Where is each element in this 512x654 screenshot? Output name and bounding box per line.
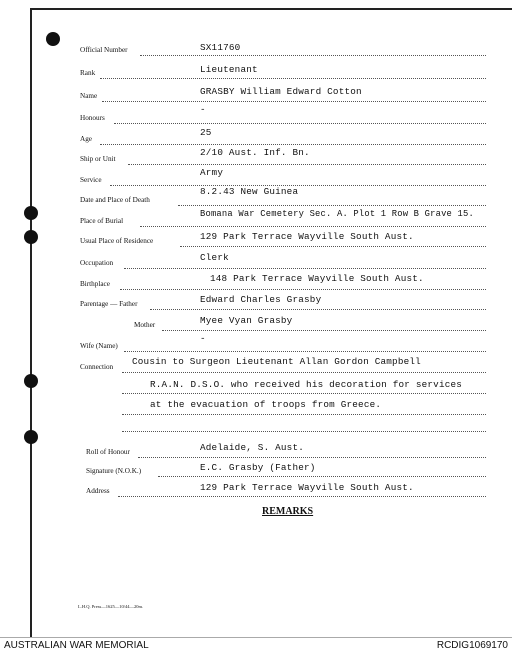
ship-or-unit-label: Ship or Unit xyxy=(80,155,116,163)
rule-line xyxy=(178,205,486,206)
service-value: Army xyxy=(200,167,224,178)
mother-value: Myee Vyan Grasby xyxy=(200,315,293,326)
age-value: 25 xyxy=(200,127,212,138)
rule-line xyxy=(180,246,486,247)
occupation-value: Clerk xyxy=(200,252,229,263)
punch-hole xyxy=(24,230,38,244)
official-number-value: SX11760 xyxy=(200,42,241,53)
rule-line xyxy=(140,55,486,56)
rule-line xyxy=(140,226,486,227)
name-label: Name xyxy=(80,92,98,100)
age-label: Age xyxy=(80,135,92,143)
birthplace-label: Birthplace xyxy=(80,280,110,288)
rule-line xyxy=(100,144,486,145)
rule-line xyxy=(162,330,486,331)
father-label: Parentage — Father xyxy=(80,300,138,308)
wife-label: Wife (Name) xyxy=(80,342,118,350)
footer-record-id: RCDIG1069170 xyxy=(436,640,508,651)
birthplace-value: 148 Park Terrace Wayville South Aust. xyxy=(210,273,424,284)
address-value: 129 Park Terrace Wayville South Aust. xyxy=(200,482,414,493)
punch-hole xyxy=(24,430,38,444)
roll-of-honour-label: Roll of Honour xyxy=(86,448,130,456)
rule-line xyxy=(118,496,486,497)
rule-line xyxy=(122,393,486,394)
honours-label: Honours xyxy=(80,114,105,122)
rule-line xyxy=(124,351,486,352)
rule-line xyxy=(128,164,486,165)
rule-line xyxy=(120,289,486,290)
address-label: Address xyxy=(86,487,110,495)
connection-label: Connection xyxy=(80,363,114,371)
footer-source: AUSTRALIAN WAR MEMORIAL xyxy=(4,640,149,651)
father-value: Edward Charles Grasby xyxy=(200,294,322,305)
rule-line xyxy=(122,431,486,432)
burial-label: Place of Burial xyxy=(80,217,124,225)
connection-line: R.A.N. D.S.O. who received his decoration for services xyxy=(150,379,463,390)
residence-value: 129 Park Terrace Wayville South Aust. xyxy=(200,231,414,242)
occupation-label: Occupation xyxy=(80,259,114,267)
footer-bar xyxy=(0,637,512,654)
connection-line: at the evacuation of troops from Greece. xyxy=(150,399,382,410)
death-label: Date and Place of Death xyxy=(80,196,150,204)
rule-line xyxy=(150,309,486,310)
rule-line xyxy=(158,476,486,477)
ship-or-unit-value: 2/10 Aust. Inf. Bn. xyxy=(200,147,310,158)
rule-line xyxy=(138,457,486,458)
rule-line xyxy=(122,372,486,373)
rule-line xyxy=(122,414,486,415)
roll-of-honour-value: Adelaide, S. Aust. xyxy=(200,442,305,453)
rule-line xyxy=(114,123,486,124)
connection-line: Cousin to Surgeon Lieutenant Allan Gordon Campbell xyxy=(132,356,421,367)
rule-line xyxy=(100,78,486,79)
rank-label: Rank xyxy=(80,69,96,77)
death-value: 8.2.43 New Guinea xyxy=(200,186,299,197)
burial-value: Bomana War Cemetery Sec. A. Plot 1 Row B Grave 15. xyxy=(200,209,474,219)
rank-value: Lieutenant xyxy=(200,64,258,75)
punch-hole xyxy=(24,374,38,388)
signature-value: E.C. Grasby (Father) xyxy=(200,462,316,473)
rule-line xyxy=(124,268,486,269)
name-value: GRASBY William Edward Cotton xyxy=(200,86,362,97)
service-label: Service xyxy=(80,176,102,184)
residence-label: Usual Place of Residence xyxy=(80,237,154,245)
signature-label: Signature (N.O.K.) xyxy=(86,467,142,475)
remarks-heading: REMARKS xyxy=(262,506,314,517)
printer-note: L.H.Q. Press—1625—10/44—20m. xyxy=(78,604,144,609)
mother-label: Mother xyxy=(134,321,156,329)
official-number-label: Official Number xyxy=(80,46,128,54)
punch-hole xyxy=(24,206,38,220)
rule-line xyxy=(102,101,486,102)
honours-value: - xyxy=(200,104,206,115)
punch-hole xyxy=(46,32,60,46)
wife-value: - xyxy=(200,333,206,344)
